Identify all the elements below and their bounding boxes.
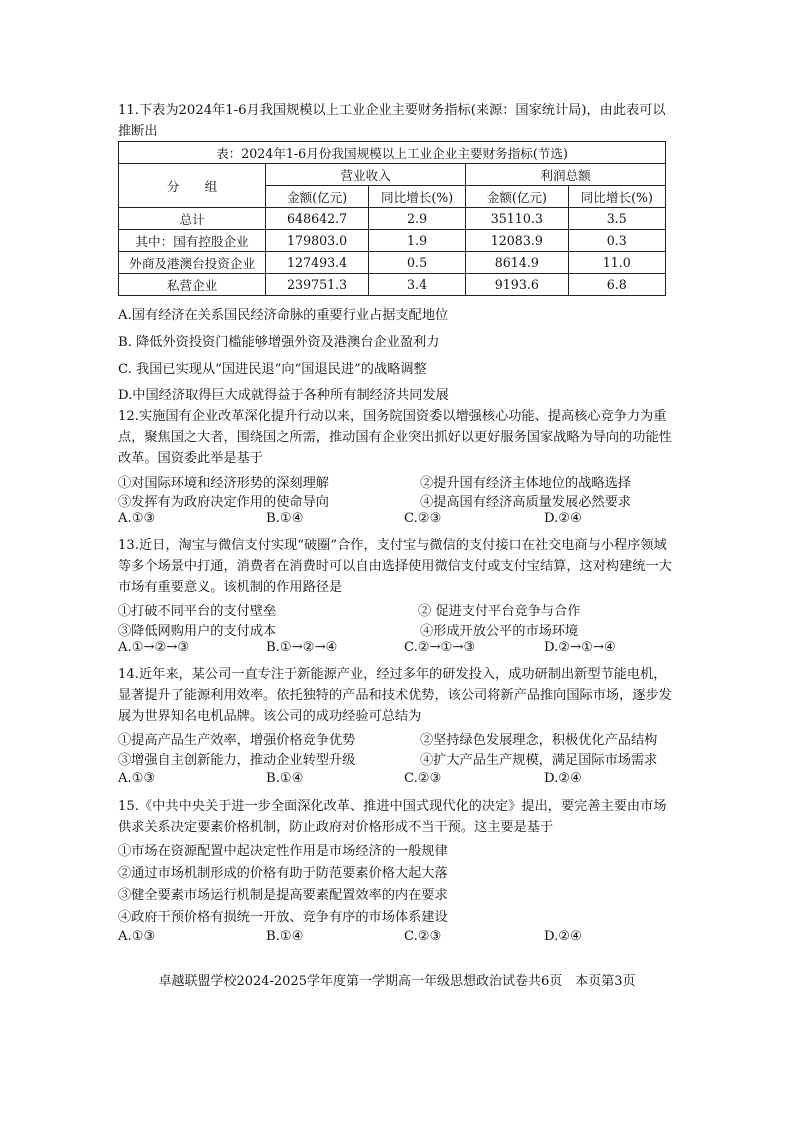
q15-choice-c[interactable]: C.②③	[404, 929, 442, 944]
q13-choice-a[interactable]: A.①→②→③	[118, 640, 190, 655]
q14-option-1: ①提高产品生产效率，增强价格竞争优势	[118, 733, 356, 748]
row-profit: 35110.3	[466, 208, 568, 230]
row-revenue: 179803.0	[266, 230, 369, 252]
q13-option-2: ② 促进支付平台竞争与合作	[418, 604, 581, 619]
table-row	[119, 230, 666, 252]
q11-choice-b[interactable]: B. 降低外资投资门槛能够增强外资及港澳台企业盈利力	[118, 335, 440, 350]
q12-option-1: ①对国际环境和经济形势的深刻理解	[118, 476, 329, 491]
row-profit-growth: 0.3	[568, 230, 665, 252]
finance-table	[118, 141, 666, 296]
row-revenue-growth: 3.4	[369, 274, 466, 296]
revenue-amount-header: 金额(亿元)	[266, 186, 369, 208]
row-name: 外商及港澳台投资企业	[119, 252, 266, 274]
q13-option-4: ④形成开放公平的市场环境	[420, 624, 579, 639]
profit-growth-header: 同比增长(%)	[568, 186, 665, 208]
revenue-growth-header: 同比增长(%)	[369, 186, 466, 208]
q13-choice-d[interactable]: D.②→①→④	[544, 640, 616, 655]
q14-option-3: ③增强自主创新能力，推动企业转型升级	[118, 753, 356, 768]
row-revenue: 648642.7	[266, 208, 369, 230]
question-12-stem: 12.实施国有企业改革深化提升行动以来，国务院国资委以增强核心功能、提高核心竞争力为重点，聚焦国之大者，围绕国之所需，推动国有企业突出抓好以更好服务国家战略为导向的功能性改革。国资委此举是基于	[118, 409, 672, 466]
q15-option-3: ③健全要素市场运行机制是提高要素配置效率的内在要求	[118, 888, 448, 903]
q12-option-3: ③发挥有为政府决定作用的使命导向	[118, 495, 329, 510]
q15-choice-a[interactable]: A.①③	[118, 929, 156, 944]
q15-option-1: ①市场在资源配置中起决定性作用是市场经济的一般规律	[118, 844, 448, 859]
row-revenue-growth: 0.5	[369, 252, 466, 274]
q13-choice-c[interactable]: C.②→①→③	[404, 640, 476, 655]
q14-choice-a[interactable]: A.①③	[118, 771, 156, 786]
q13-option-3: ③降低网购用户的支付成本	[118, 624, 277, 639]
profit-amount-header: 金额(亿元)	[466, 186, 568, 208]
question-13-stem: 13.近日，淘宝与微信支付实现“破圈”合作，支付宝与微信的支付接口在社交电商与小程序领域等多个场景中打通，消费者在消费时可以自由选择使用微信支付或支付宝结算，这对构建统一大市场有重要意义。该机制的作用路径是	[118, 538, 672, 595]
q15-option-2: ②通过市场机制形成的价格有助于防范要素价格大起大落	[118, 866, 448, 881]
row-profit-growth: 11.0	[568, 252, 665, 274]
q12-option-2: ②提升国有经济主体地位的战略选择	[420, 476, 631, 491]
row-profit-growth: 3.5	[568, 208, 665, 230]
profit-header: 利润总额	[466, 164, 666, 186]
q13-choice-b[interactable]: B.①→②→④	[266, 640, 338, 655]
question-11-stem: 11.下表为2024年1-6月我国规模以上工业企业主要财务指标(来源：国家统计局)，由此表可以推断出	[118, 103, 666, 139]
q11-choice-a[interactable]: A.国有经济在关系国民经济命脉的重要行业占据支配地位	[118, 308, 449, 323]
q11-choice-d[interactable]: D.中国经济取得巨大成就得益于各种所有制经济共同发展	[118, 388, 449, 403]
revenue-header: 营业收入	[266, 164, 466, 186]
q12-choice-d[interactable]: D.②④	[544, 511, 582, 526]
q12-choice-c[interactable]: C.②③	[404, 511, 442, 526]
q12-choice-a[interactable]: A.①③	[118, 511, 156, 526]
q11-choice-c[interactable]: C. 我国已实现从“国进民退”向“国退民进”的战略调整	[118, 362, 427, 377]
table-row	[119, 208, 666, 230]
row-name: 私营企业	[119, 274, 266, 296]
group-header: 分 组	[119, 164, 266, 208]
q12-choice-b[interactable]: B.①④	[266, 511, 304, 526]
q14-option-4: ④扩大产品生产规模，满足国际市场需求	[420, 753, 658, 768]
row-revenue-growth: 2.9	[369, 208, 466, 230]
row-revenue: 239751.3	[266, 274, 369, 296]
q15-choice-d[interactable]: D.②④	[544, 929, 582, 944]
row-name: 其中：国有控股企业	[119, 230, 266, 252]
q14-choice-d[interactable]: D.②④	[544, 771, 582, 786]
row-name: 总计	[119, 208, 266, 230]
q15-choice-b[interactable]: B.①④	[266, 929, 304, 944]
row-profit-growth: 6.8	[568, 274, 665, 296]
q14-choice-c[interactable]: C.②③	[404, 771, 442, 786]
question-15-stem: 15.《中共中央关于进一步全面深化改革、推进中国式现代化的决定》提出，要完善主要由市场供求关系决定要素价格机制，防止政府对价格形成不当干预。这主要是基于	[118, 799, 667, 835]
q12-option-4: ④提高国有经济高质量发展必然要求	[420, 495, 631, 510]
q13-option-1: ①打破不同平台的支付壁垒	[118, 604, 277, 619]
table-row	[119, 274, 666, 296]
q14-choice-b[interactable]: B.①④	[266, 771, 304, 786]
row-profit: 9193.6	[466, 274, 568, 296]
table-caption: 表：2024年1-6月份我国规模以上工业企业主要财务指标(节选)	[119, 142, 666, 164]
table-row	[119, 252, 666, 274]
row-revenue: 127493.4	[266, 252, 369, 274]
question-14-stem: 14.近年来，某公司一直专注于新能源产业，经过多年的研发投入，成功研制出新型节能电机，显著提升了能源利用效率。依托独特的产品和技术优势，该公司将新产品推向国际市场，逐步发展为世界知名电机品牌。该公司的成功经验可总结为	[118, 667, 672, 724]
row-revenue-growth: 1.9	[369, 230, 466, 252]
row-profit: 8614.9	[466, 252, 568, 274]
q14-option-2: ②坚持绿色发展理念，积极优化产品结构	[420, 733, 658, 748]
q15-option-4: ④政府干预价格有损统一开放、竞争有序的市场体系建设	[118, 910, 448, 925]
row-profit: 12083.9	[466, 230, 568, 252]
page-footer: 卓越联盟学校2024-2025学年度第一学期高一年级思想政治试卷共6页 本页第3页	[158, 974, 636, 989]
